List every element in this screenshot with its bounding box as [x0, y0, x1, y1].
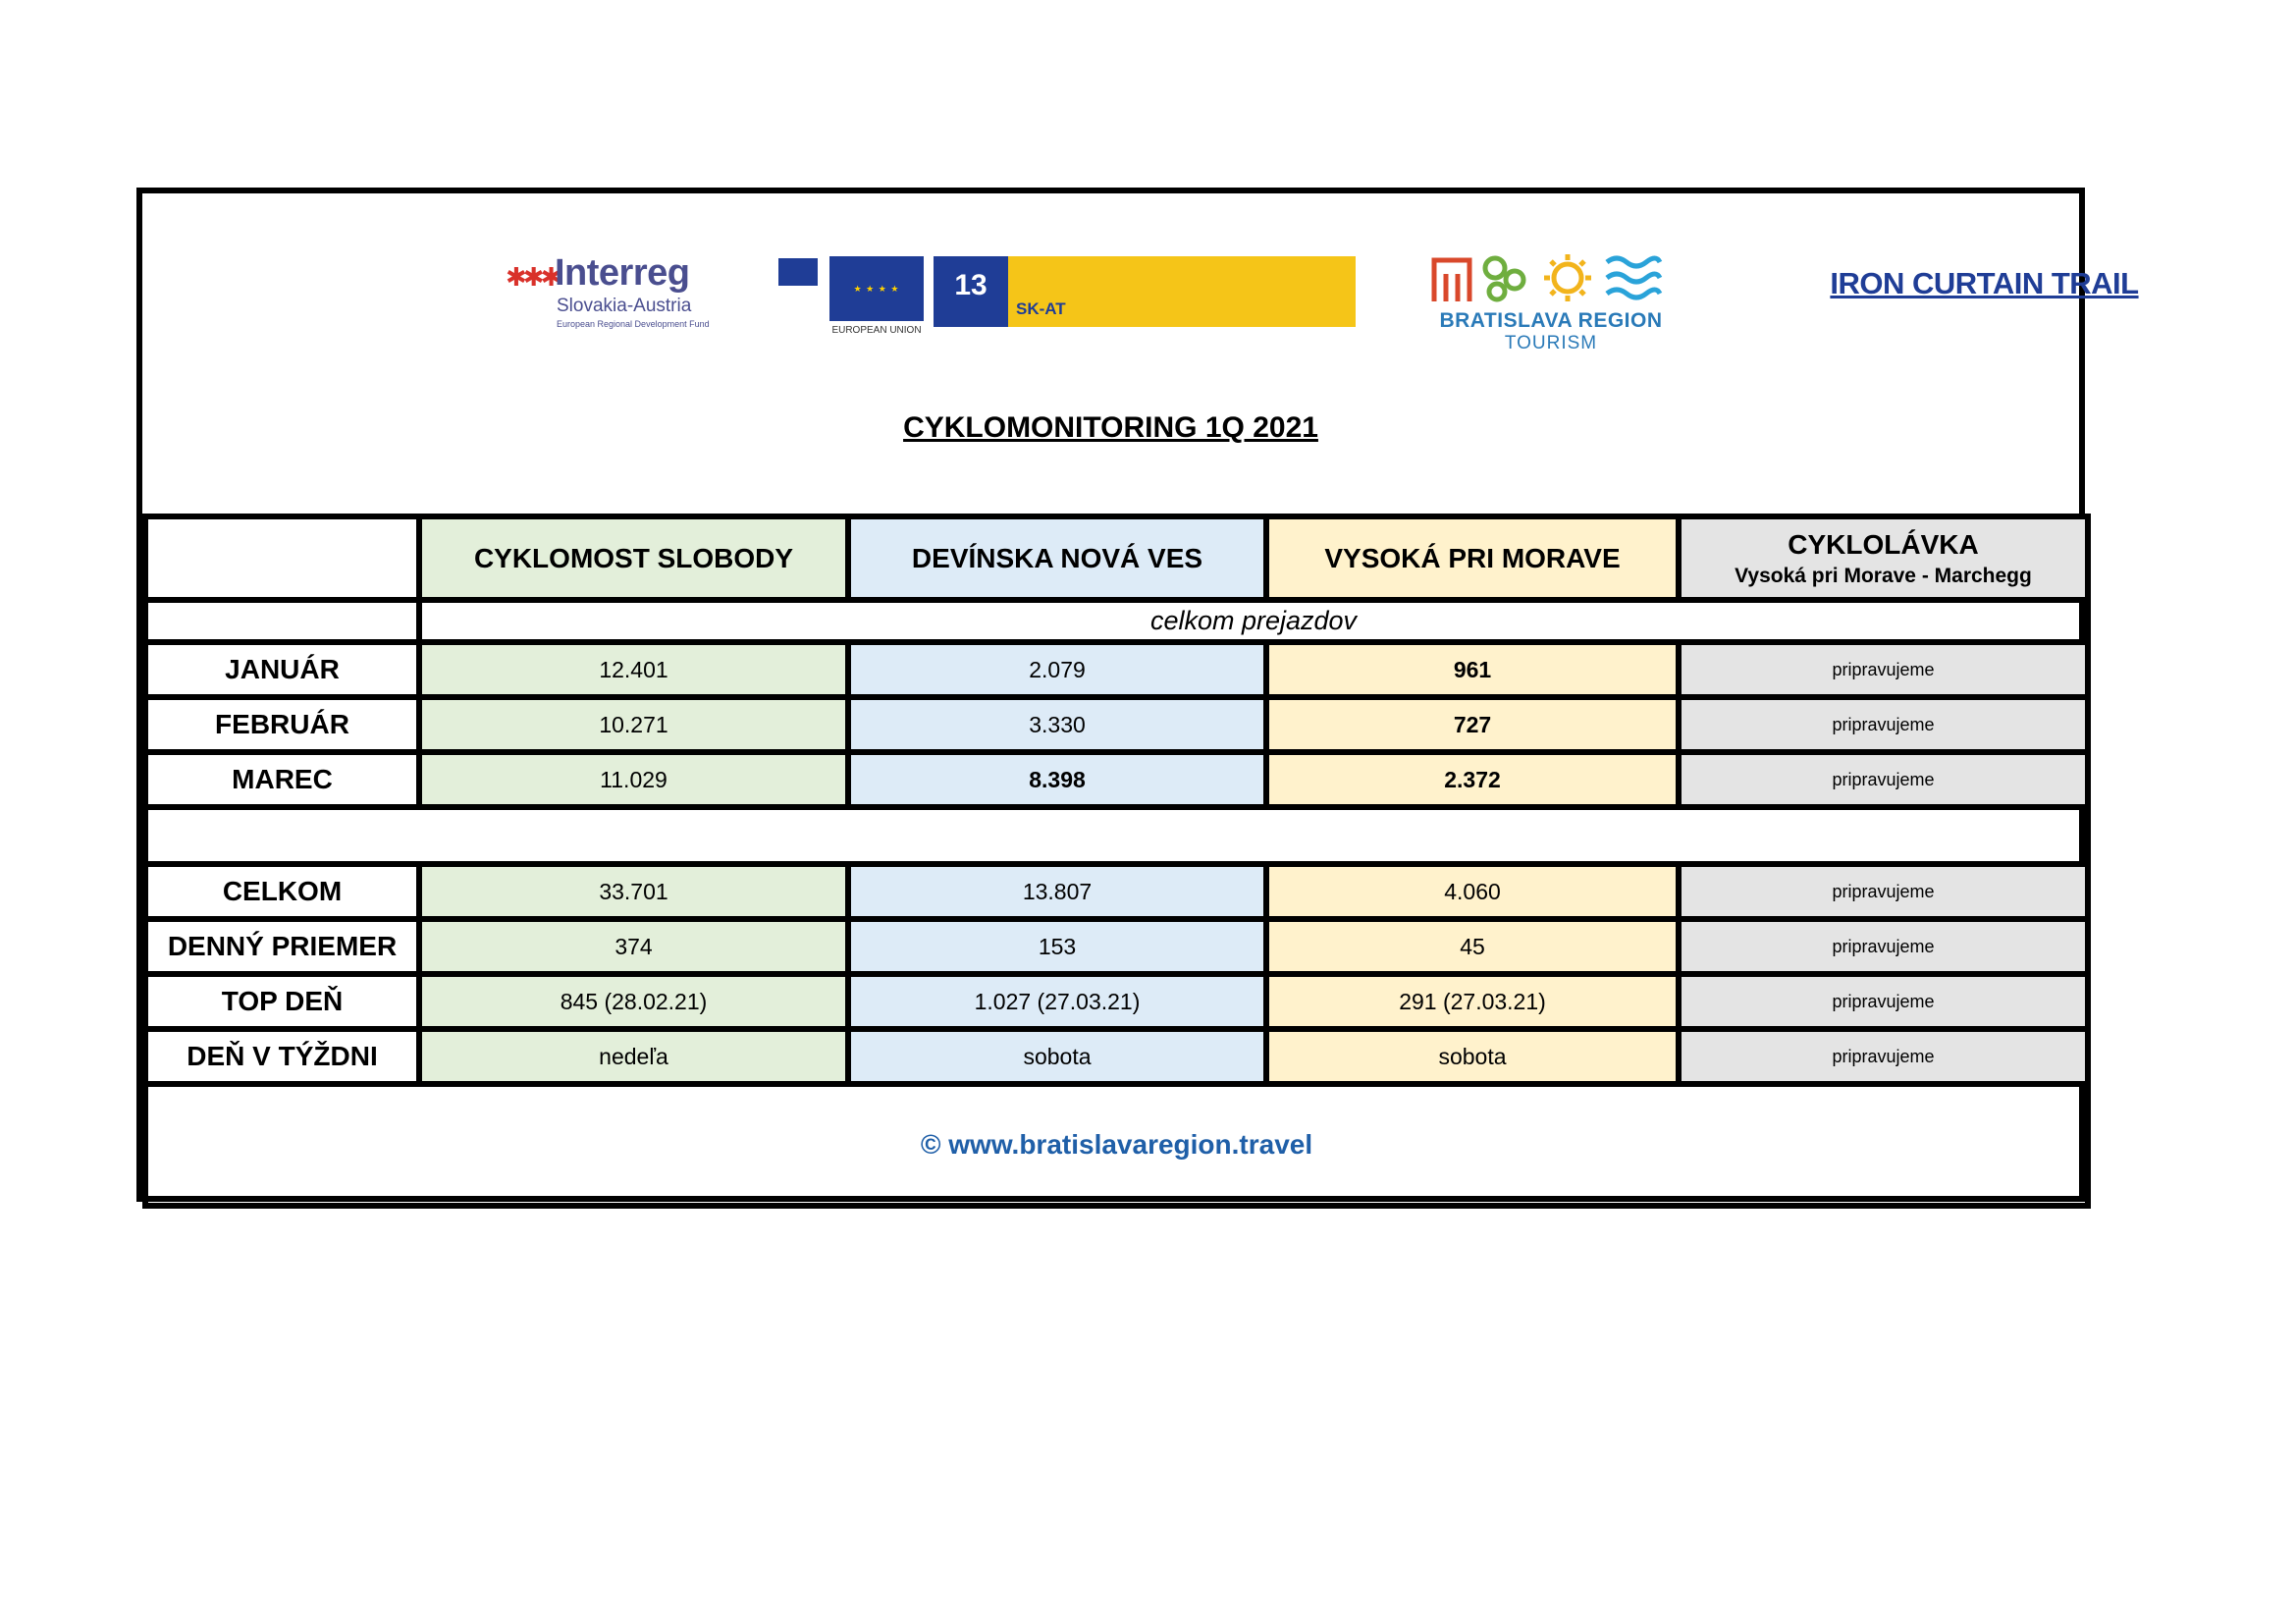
table-cell: nedeľa — [419, 1029, 848, 1084]
table-cell: 8.398 — [848, 752, 1266, 807]
table-cell: 845 (28.02.21) — [419, 974, 848, 1029]
table-row — [145, 697, 2088, 752]
eu-flag-icon: ★ ★ ★ ★ — [829, 256, 924, 321]
eu-flag-small-icon — [778, 258, 818, 286]
monitoring-table — [142, 514, 2091, 1209]
table-cell: sobota — [848, 1029, 1266, 1084]
ict-number: 13 — [954, 269, 988, 301]
eu-label: EUROPEAN UNION — [831, 325, 922, 336]
table-cell: pripravujeme — [1679, 974, 2088, 1029]
table-cell: 961 — [1266, 642, 1679, 697]
column-header-cyklolavka — [1679, 516, 2088, 600]
column-header-vysoka — [1266, 516, 1679, 600]
table-cell: 291 (27.03.21) — [1266, 974, 1679, 1029]
row-label: DEŇ V TÝŽDNI — [145, 1029, 419, 1084]
table-cell: 13.807 — [848, 864, 1266, 919]
ict-number-badge — [934, 256, 1008, 327]
corner-cell — [145, 516, 419, 600]
row-label: CELKOM — [145, 864, 419, 919]
table-cell: 33.701 — [419, 864, 848, 919]
table-cell: 153 — [848, 919, 1266, 974]
spacer-cell — [145, 807, 2088, 864]
table-row — [145, 974, 2088, 1029]
column-label: CYKLOMOST SLOBODY — [473, 542, 794, 573]
row-label: DENNÝ PRIEMER — [145, 919, 419, 974]
interreg-fund: European Regional Development Fund — [557, 319, 710, 329]
spacer-row — [145, 807, 2088, 864]
column-label: DEVÍNSKA NOVÁ VES — [911, 542, 1203, 573]
header-row — [145, 516, 2088, 600]
table-cell: pripravujeme — [1679, 752, 2088, 807]
table-cell: 12.401 — [419, 642, 848, 697]
table-row — [145, 919, 2088, 974]
bratislava-region-logo — [1428, 252, 1674, 370]
table-cell: pripravujeme — [1679, 1029, 2088, 1084]
table-row — [145, 752, 2088, 807]
row-label: FEBRUÁR — [145, 697, 419, 752]
ict-title: IRON CURTAIN TRAIL — [1830, 266, 2139, 300]
column-header-devinska — [848, 516, 1266, 600]
interreg-sub: Slovakia-Austria — [557, 296, 692, 316]
table-cell: 11.029 — [419, 752, 848, 807]
table-cell: 374 — [419, 919, 848, 974]
subheader-cell: celkom prejazdov — [419, 600, 2088, 642]
column-header-cyklomost — [419, 516, 848, 600]
table-cell: pripravujeme — [1679, 919, 2088, 974]
region-symbols-icon — [1430, 252, 1666, 303]
column-label: VYSOKÁ PRI MORAVE — [1324, 542, 1621, 573]
table-cell: 1.027 (27.03.21) — [848, 974, 1266, 1029]
header — [142, 193, 2139, 514]
table-row — [145, 1029, 2088, 1084]
table-cell: 2.372 — [1266, 752, 1679, 807]
region-tourism: TOURISM — [1504, 333, 1598, 353]
column-label: CYKLOLÁVKA — [1788, 528, 1979, 560]
table-cell: 2.079 — [848, 642, 1266, 697]
footer-link[interactable]: © www.bratislavaregion.travel — [145, 1084, 2088, 1206]
report-frame — [136, 188, 2139, 1202]
page-title: CYKLOMONITORING 1Q 2021 — [903, 411, 1318, 444]
column-sublabel: Vysoká pri Morave - Marchegg — [1735, 564, 2032, 587]
table-cell: pripravujeme — [1679, 642, 2088, 697]
interreg-logo — [506, 252, 771, 345]
ict-sub: SK-AT — [1016, 299, 1066, 318]
table-row — [145, 864, 2088, 919]
table-cell: 10.271 — [419, 697, 848, 752]
region-name: BRATISLAVA REGION — [1439, 309, 1663, 332]
footer-row — [145, 1084, 2088, 1206]
interreg-word: Interreg — [555, 252, 690, 294]
row-label: TOP DEŇ — [145, 974, 419, 1029]
table-cell: sobota — [1266, 1029, 1679, 1084]
row-label: JANUÁR — [145, 642, 419, 697]
table-cell: 4.060 — [1266, 864, 1679, 919]
row-label: MAREC — [145, 752, 419, 807]
table-row — [145, 642, 2088, 697]
empty-cell — [145, 600, 419, 642]
table-cell: pripravujeme — [1679, 864, 2088, 919]
interreg-stars-icon: ✱✱✱ — [506, 262, 559, 292]
table-cell: 45 — [1266, 919, 1679, 974]
subheader-row — [145, 600, 2088, 642]
table-cell: 727 — [1266, 697, 1679, 752]
table-cell: pripravujeme — [1679, 697, 2088, 752]
table-cell: 3.330 — [848, 697, 1266, 752]
